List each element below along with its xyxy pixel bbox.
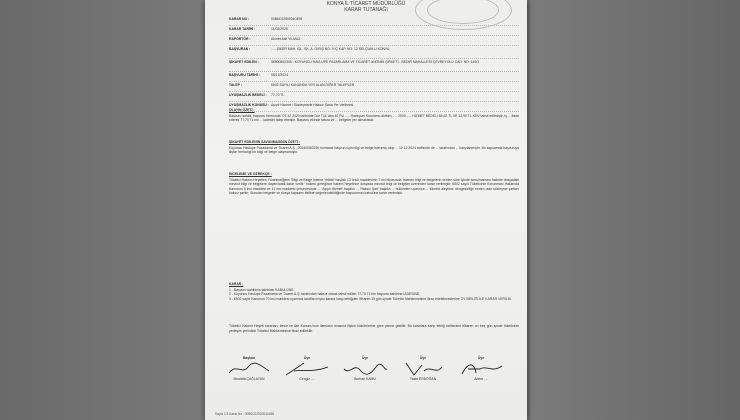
field-label: BAŞVURAN :: [229, 47, 251, 51]
background-left: [0, 0, 205, 420]
field-row: [229, 36, 519, 46]
document-page: [205, 0, 527, 420]
field-row: [229, 46, 519, 59]
field-value: 6502 SAYILI KANUNDA YER ALAN DİĞER TALEPLER: [271, 83, 355, 87]
signature-area: [223, 356, 513, 411]
field-row: [229, 72, 519, 82]
field-row: [229, 92, 519, 102]
karar-item: 1 - Başvuru sahibinin talebinin KABULÜNE,: [229, 287, 295, 292]
field-value: 11/02/2025: [271, 27, 288, 31]
signature-name: Adem ....: [474, 377, 488, 381]
karar-item: 2 - Koyuncu Havlupe Pazarlama ve Ticaret A.Ş. tarafından haksız olarak tahsil edilen 77,70 TL'nin başvuru sahibine İADESİNE,: [229, 292, 421, 297]
decision-fields: [229, 16, 519, 112]
field-value: Ahmet Akif YILMAZ: [271, 37, 301, 41]
section-savunma: [229, 140, 519, 155]
signature-role: Üye: [303, 356, 311, 360]
header-line-2: KARAR TUTANAĞI: [344, 7, 388, 13]
background-right: [530, 0, 740, 420]
signature-block: [455, 356, 507, 381]
karar-item: 3 - 6502 sayılı Kanunun 70 inci maddesi uyarınca tarafların işbu karara karşı tebliğden itibaren 15 gün içinde Tüketici Mahkemesine itiraz edebileceklerine OY BİRLİĞİ İLE KARAR VERİLDİ.: [229, 296, 513, 301]
section-title: KARAR :: [229, 282, 244, 286]
signature-name: Yasin ERDOĞAN: [409, 377, 437, 381]
signature-role: Üye: [361, 356, 369, 360]
handwritten-signature: [342, 361, 388, 377]
field-value: Ayıplı Hizmet / Sözleşmede Haksız Şarta Yer Verilmesi: [271, 103, 354, 107]
section-closing: [229, 324, 519, 333]
handwritten-signature: [284, 361, 330, 377]
field-value: 77,70 TL: [271, 93, 285, 97]
section-olay: [229, 108, 519, 123]
section-title: OLAYIN ÖZETİ :: [229, 108, 255, 112]
field-label: UYUŞMAZLIK KONUSU :: [229, 103, 269, 107]
header-line-1: KONYA İL TİCARET MÜDÜRLÜĞÜ: [326, 1, 406, 7]
signature-name: Mustafa ÇAĞLAYAN: [233, 377, 265, 381]
section-text: Koyuncu Havlupe Pazarlama ve Ticaret A.Ş., 2024/0063230 numaralı başvuru için bilgi ve belge istenmiş olup ... 10.12.2024 tarihinde de ... tarafından ... karşılanmıştır. Bu kapsamda başvuruya ilişkin herhangi bir bilgi ve belge ulaşmamıştır.: [229, 145, 519, 155]
field-value: 38900862346 - KOYUNCU HAVLUPE PAZARLAMA VE TİCARET ANONİM ŞİRKETİ - BEDİR MAHALLESİ ÇEVREYOLU CAD. NO: 145/1: [271, 60, 480, 64]
field-value: 05/12/2024: [271, 73, 288, 77]
field-label: RAPORTÖR :: [229, 37, 251, 41]
field-value: ..... ŞİKER MAH. İŞL. SK. A. GIRIŞ NO: 9 İÇ KAP. NO: 12 SELÇUKLU KONYA: [271, 47, 390, 51]
section-title: ŞİKAYET EDİLENİN SAVUNMASININ ÖZETİ :: [229, 140, 301, 144]
field-row: [229, 16, 519, 26]
signature-role: Üye: [477, 356, 485, 360]
field-row: [229, 26, 519, 36]
signature-name: Cengiz ....: [299, 377, 315, 381]
section-text: Tüketici Hakem Heyetleri Yönetmeliğinin 'Bilgi ve Belge İsteme Yetkisi' başlıklı 13 üncü maddesinin 7 nci fıkrasında 'İstenen bilgi ve belgelerin verilen süre içinde sunulmaması halinde dosyadaki mevcut bilgi ve belgelere dayanılarak karar verilir.' hükmü gereğince hakem heyetince dosyada mevcut bilgi ve belgeler üzerinden karar verilmiştir. 6502 sayılı Tüketicinin Korunması Hakkında Kanunun 5 inci maddesi ve 11 inci maddesi çerçevesinde ... 'Ayıplı Hizmet' başlıklı ... 'Haksız Şart' başlıklı ... hükümleri uyarınca ... tüketici aleyhine dengesizliğe neden olan sözleşme şartları haksız şarttır. Sunulan belgeler ve dosya kapsamı birlikte değerlendirildiğinde başvurunun kabulüne karar verilmiştir.: [229, 177, 519, 196]
handwritten-signature: [458, 361, 504, 377]
field-label: ŞİKAYET EDİLEN :: [229, 60, 259, 64]
field-label: KARAR TARİHİ :: [229, 27, 256, 31]
handwritten-signature: [400, 361, 446, 377]
signature-block: [397, 356, 449, 381]
document-header: [205, 0, 527, 13]
field-label: KARAR NO :: [229, 17, 250, 21]
field-label: TALEP :: [229, 83, 242, 87]
page-footer: Sayfa 1/1 Karar No : 00B6C02500040498: [215, 412, 275, 416]
field-row: [229, 82, 519, 92]
signature-block: [281, 356, 333, 381]
signature-block: [223, 356, 275, 381]
section-text: Başvuru sahibi, başvuru formunda "07.12.2024 tarihinde Dür TUL'dan 40 Ful ..... Havlupan Kurulumu alırken, .... 2000 ..... HİZMET BEDELİ 84,62 TL VE 12,90 TL KDV tahsil edilmiştir, iş ... ifade ederek 77,70 TL'nin ... iadesini talep etmiştir. Başvuru ekinde fatura ve ... belgeler yer almaktadır.: [229, 113, 519, 123]
signature-name: Burhan KAMU: [354, 377, 376, 381]
section-karar: [229, 282, 519, 301]
closing-text: Tüketici Hakem Heyeti kararları, kesin ve ilan Kanunu'nun ilamların icrasına ilişkin hükümlerine göre yerine getirilir. Bu kararlara karşı tebliğ tarihinden itibaren on beş gün içinde tüketicinin yerleşim yerindeki Tüketici Mahkemesine itiraz edilebilir.: [229, 324, 519, 333]
handwritten-signature: [226, 361, 272, 377]
field-value: 00B6C02500040498: [271, 17, 303, 21]
section-inceleme: [229, 172, 519, 196]
signature-role: Üye: [419, 356, 427, 360]
field-row: [229, 59, 519, 72]
section-title: İNCELEME VE GEREKÇE :: [229, 172, 272, 176]
signature-role: Başkan: [242, 356, 256, 360]
field-label: BAŞVURU TARİHİ :: [229, 73, 260, 77]
signature-block: [339, 356, 391, 381]
field-label: UYUŞMAZLIK BEDELİ :: [229, 93, 267, 97]
